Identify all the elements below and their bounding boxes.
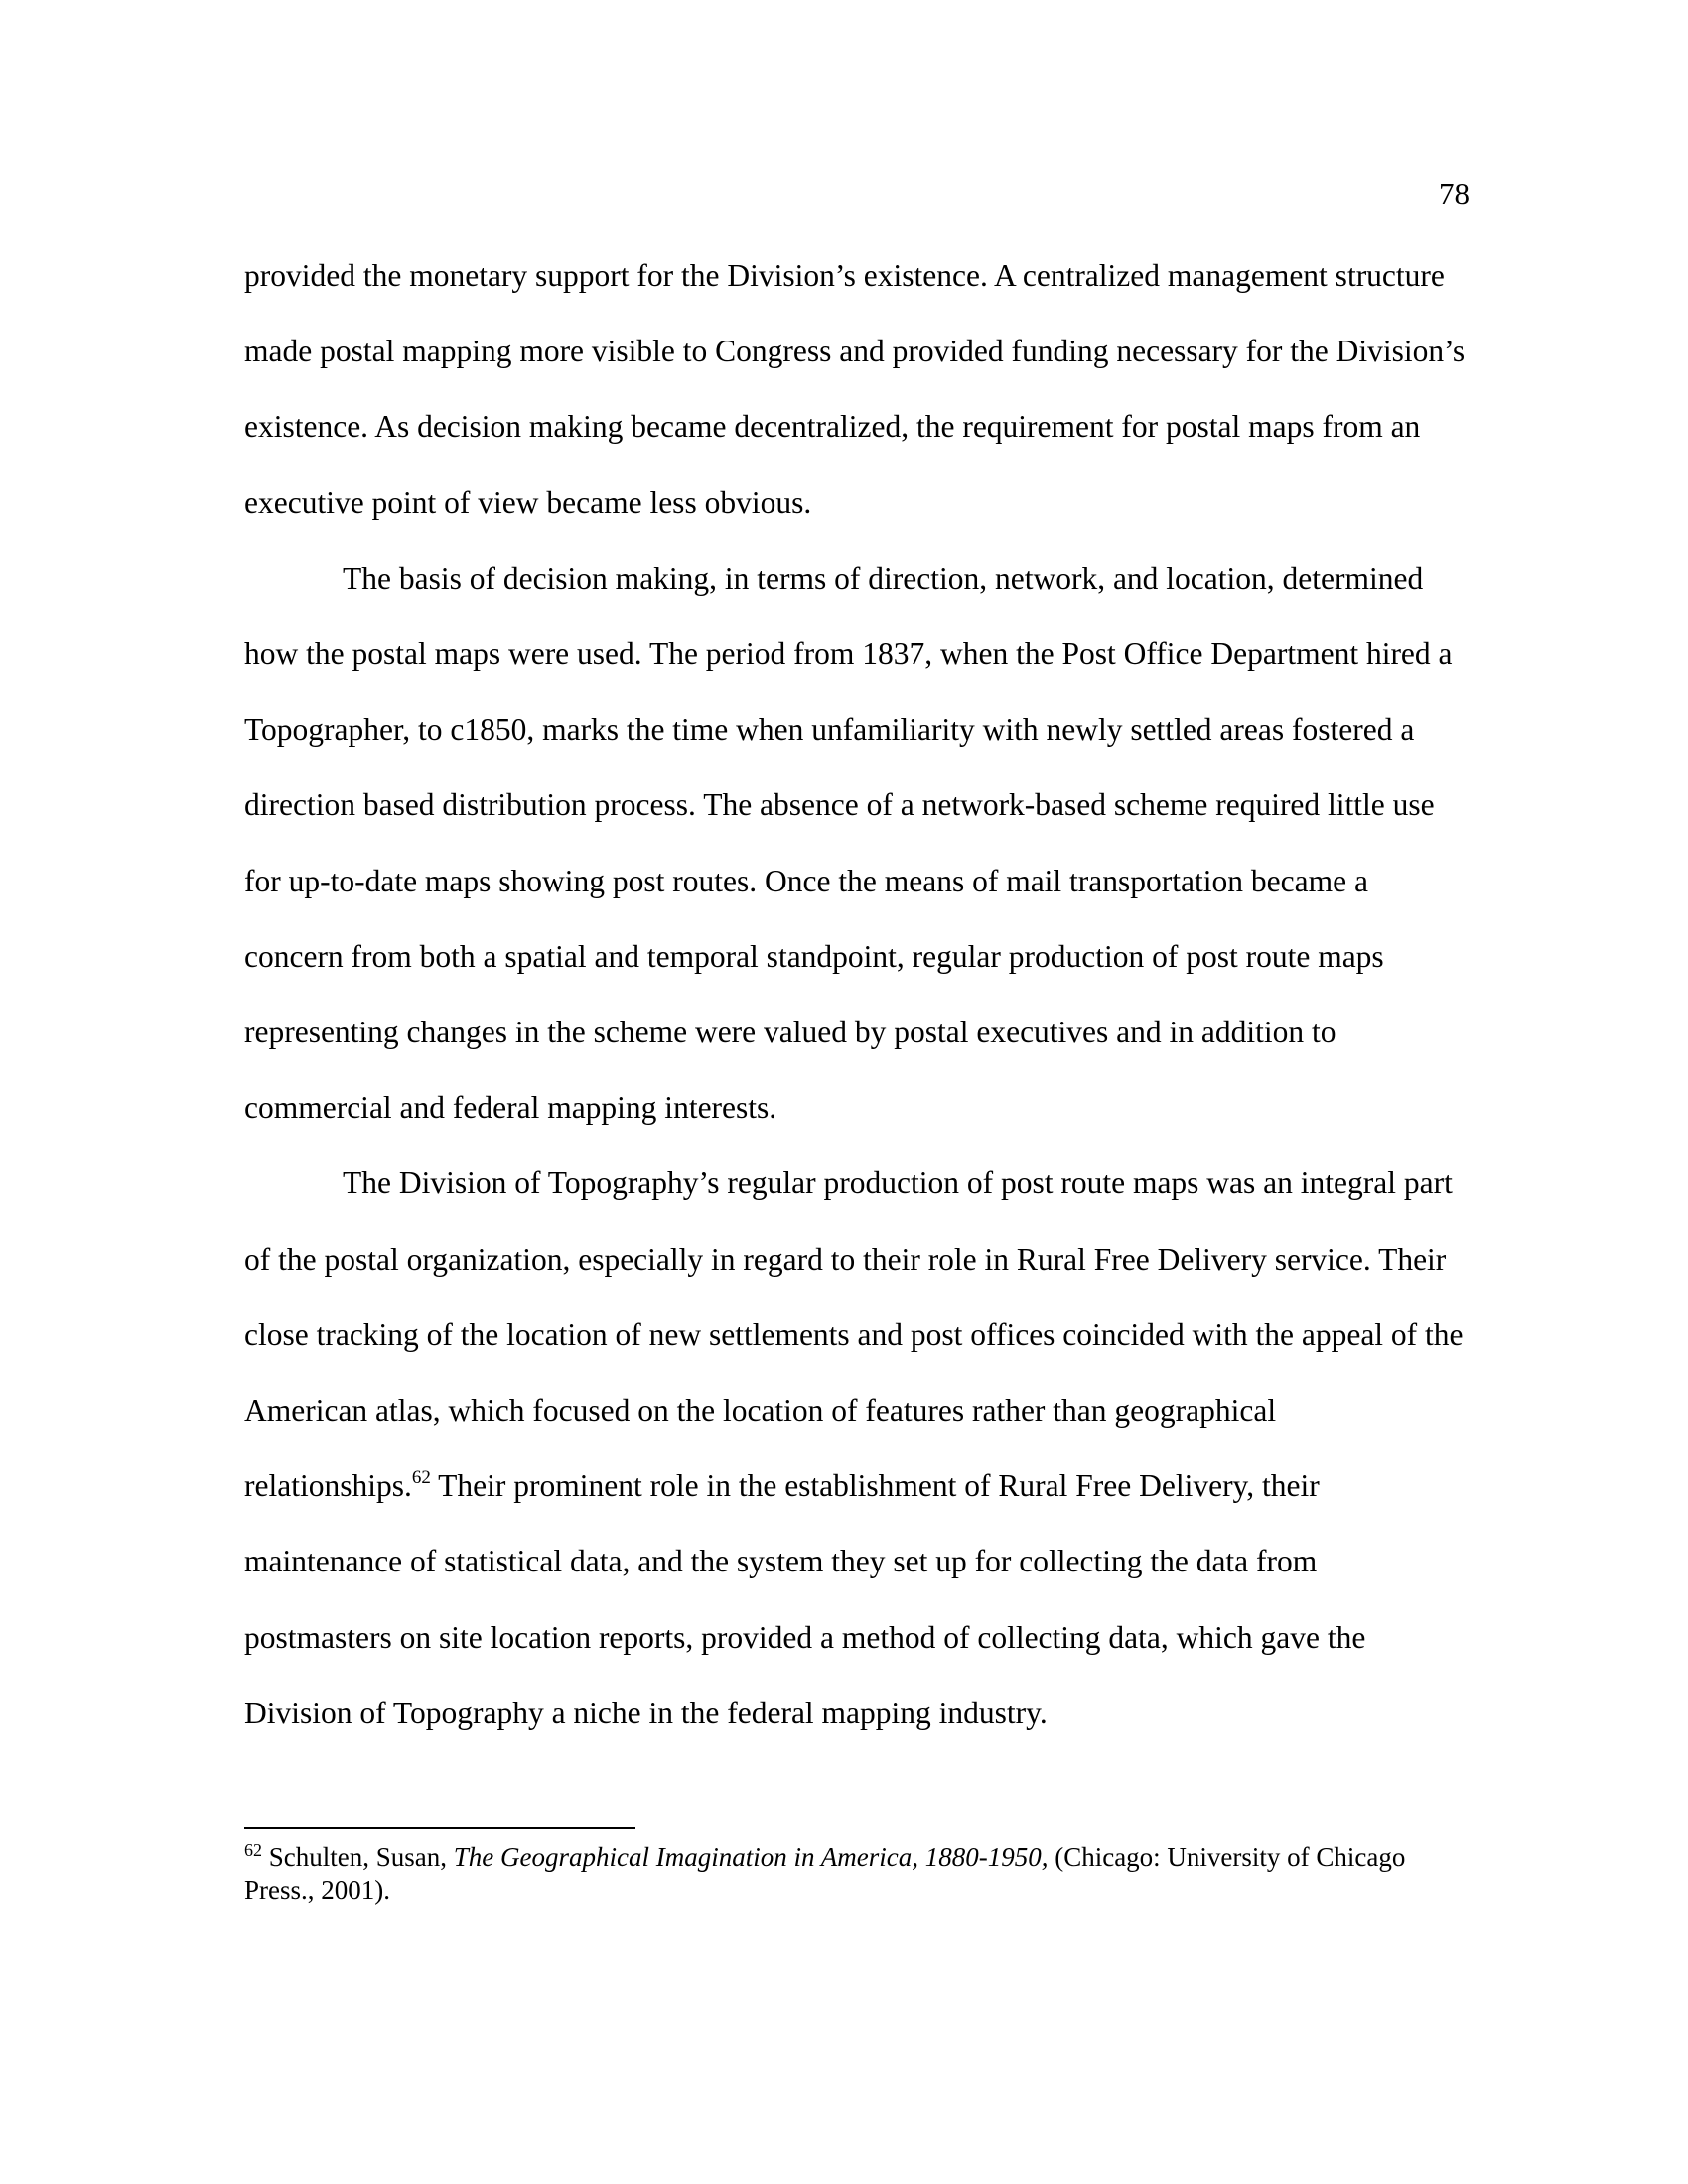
paragraph-3 [244, 1146, 1468, 1751]
footnote-reference[interactable]: 62 [411, 1466, 431, 1488]
footnote [244, 1842, 1466, 1907]
page-number: 78 [1439, 176, 1470, 210]
footnote-publication: (Chicago: University of Chicago Press., 2001). [244, 1843, 1406, 1905]
paragraph-1: provided the monetary support for the Division’s existence. A centralized management structure made postal mapping more visible to Congress and provided funding necessary for the Division’s existence. As decision making became decentralized, the requirement for postal maps from an executive point of view became less obvious. [244, 258, 1466, 520]
paragraph-3-text-after: Their prominent role in the establishment of Rural Free Delivery, their maintenance of statistical data, and the system they set up for collecting the data from postmasters on site location reports, provided a method of collecting data, which gave the Division of Topography a niche in the federal mapping industry. [244, 1468, 1366, 1730]
footnote-number: 62 [244, 1841, 262, 1860]
footnote-author: Schulten, Susan, [262, 1843, 454, 1872]
paragraph-3-text-before: The Division of Topography’s regular production of post route maps was an integral part of the postal organization, especially in regard to their role in Rural Free Delivery service. Their close tracking of the location of new settlements and post offices coincided with the appeal of the American atlas, which focused on the location of features rather than geographical relationships. [244, 1165, 1464, 1504]
body-text [244, 238, 1468, 1751]
paragraph-2: The basis of decision making, in terms of direction, network, and location, determined how the postal maps were used. The period from 1837, when the Post Office Department hired a Topographer, to c1850, marks the time when unfamiliarity with newly settled areas fostered a direction based distribution process. The absence of a network-based scheme required little use for up-to-date maps showing post routes. Once the means of mail transportation became a concern from both a spatial and temporal standpoint, regular production of post route maps representing changes in the scheme were valued by postal executives and in addition to commercial and federal mapping interests. [244, 560, 1453, 1126]
footnote-title: The Geographical Imagination in America, 1880-1950, [453, 1843, 1049, 1872]
footnote-separator [244, 1827, 635, 1829]
